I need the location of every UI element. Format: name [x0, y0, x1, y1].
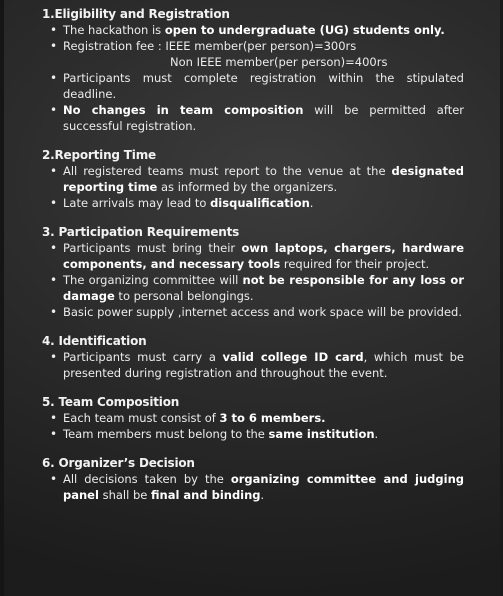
- non-ieee-fee: Non IEEE member(per person)=400rs: [170, 55, 388, 69]
- section-team-composition: [42, 395, 464, 442]
- rule-item: • Basic power supply ,internet access and work space will be provided.: [42, 304, 464, 320]
- section-organizer-decision: [42, 456, 464, 503]
- rule-item: • The organizing committee will not be responsible for any loss or damage to personal belongings.: [42, 272, 464, 304]
- rule-list: [42, 410, 464, 442]
- rule-list: [42, 163, 464, 211]
- section-heading: 5. Team Composition: [42, 395, 180, 409]
- section-reporting-time: [42, 148, 464, 211]
- section-identification: [42, 334, 464, 381]
- section-heading: 6. Organizer’s Decision: [42, 456, 195, 470]
- rule-item: • The hackathon is open to undergraduate (UG) students only.: [42, 22, 464, 38]
- section-participation: [42, 225, 464, 320]
- section-heading: 3. Participation Requirements: [42, 225, 240, 239]
- rule-list: [42, 471, 464, 503]
- rule-item: • All registered teams must report to the venue at the designated reporting time as informed by the organizers.: [42, 163, 464, 195]
- rule-item: • Late arrivals may lead to disqualification.: [42, 195, 464, 211]
- section-heading: 2.Reporting Time: [42, 148, 156, 162]
- rule-item: • Team members must belong to the same institution.: [42, 426, 464, 442]
- section-heading: 4. Identification: [42, 334, 147, 348]
- rule-item: • Participants must bring their own laptops, chargers, hardware components, and necessary tools required for their project.: [42, 240, 464, 272]
- rule-list: [42, 349, 464, 381]
- rule-item: • No changes in team composition will be permitted after successful registration.: [42, 102, 464, 134]
- rule-item: • Participants must carry a valid college ID card, which must be presented during registration and throughout the event.: [42, 349, 464, 381]
- section-eligibility: [42, 7, 464, 134]
- rule-item: • All decisions taken by the organizing committee and judging panel shall be final and binding.: [42, 471, 464, 503]
- rule-item: • Participants must complete registration within the stipulated deadline.: [42, 70, 464, 102]
- section-heading: 1.Eligibility and Registration: [42, 7, 230, 21]
- rule-list: [42, 240, 464, 320]
- rule-item: • Registration fee : IEEE member(per person)=300rs Non IEEE member(per person)=400rs: [42, 38, 464, 70]
- rule-item: • Each team must consist of 3 to 6 members.: [42, 410, 464, 426]
- left-border: [0, 0, 4, 596]
- rules-document: [42, 7, 464, 517]
- rule-list: [42, 22, 464, 134]
